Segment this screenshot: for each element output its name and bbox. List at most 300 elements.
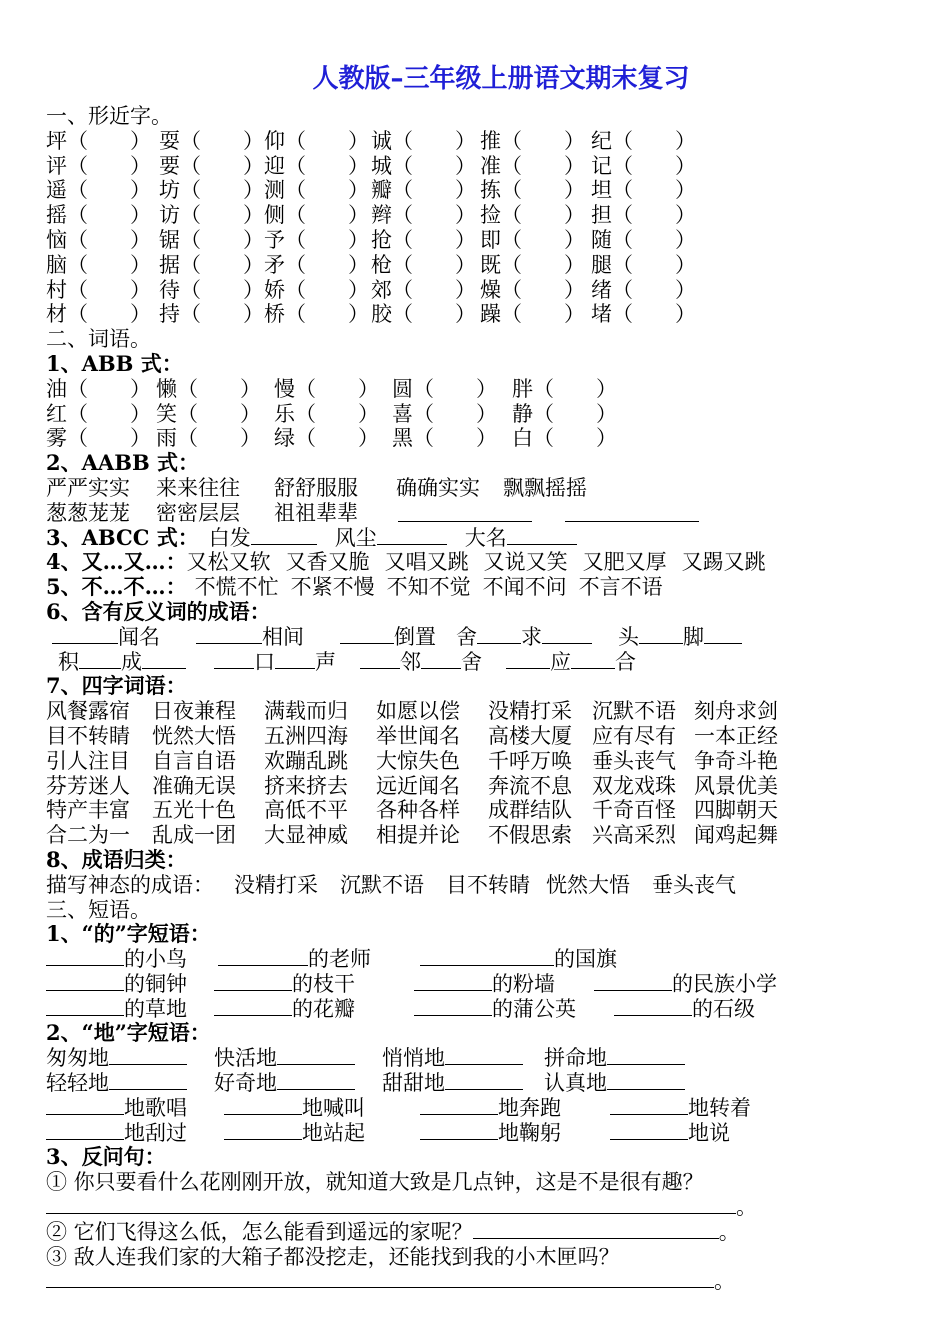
answer-paren[interactable]: （ ） (67, 426, 151, 451)
answer-paren[interactable]: （ ） (413, 401, 497, 426)
fill-blank[interactable] (360, 650, 400, 669)
fill-blank[interactable] (46, 1121, 124, 1140)
answer-paren[interactable]: （ ） (295, 376, 379, 401)
fill-blank[interactable] (414, 972, 492, 991)
answer-paren[interactable]: （ ） (501, 178, 585, 203)
similar-char: 访 (159, 203, 180, 228)
abb-char: 喜 (392, 401, 413, 426)
abb-item (46, 377, 151, 402)
fill-blank[interactable] (214, 997, 292, 1016)
answer-paren[interactable]: （ ） (501, 153, 585, 178)
di-phrase (610, 1121, 730, 1146)
answer-paren[interactable]: （ ） (612, 277, 696, 302)
similar-char-item (264, 228, 369, 253)
similar-char-item (371, 129, 476, 154)
you-word: 又香又脆 (285, 550, 370, 575)
answer-paren[interactable]: （ ） (392, 203, 476, 228)
fill-blank[interactable] (196, 625, 262, 644)
answer-blank[interactable] (473, 1220, 719, 1239)
idiom-class-row (46, 873, 926, 898)
de-phrase-row-1 (46, 947, 926, 972)
answer-paren[interactable]: （ ） (295, 401, 379, 426)
similar-char-item (264, 302, 369, 327)
abb-item (46, 426, 151, 451)
four-char-word: 挤来挤去 (264, 773, 348, 798)
four-char-word: 没精打采 (488, 699, 572, 724)
similar-char: 评 (46, 153, 67, 178)
four-char-word: 各种各样 (376, 798, 460, 823)
answer-paren[interactable]: （ ） (180, 178, 264, 203)
aabb-label: 2、AABB 式： (46, 450, 200, 476)
abb-char: 红 (46, 401, 67, 426)
de-phrase-text: 的粉墙 (492, 971, 555, 996)
answer-paren[interactable]: （ ） (177, 426, 261, 451)
fill-blank[interactable] (52, 625, 118, 644)
similar-char-item (159, 253, 264, 278)
antonym-char: 邻 (400, 649, 421, 674)
idiom-class-word: 没精打采 (234, 872, 318, 897)
answer-paren[interactable]: （ ） (612, 178, 696, 203)
di-phrase (382, 1046, 523, 1071)
four-char-word: 奔流不息 (488, 773, 572, 798)
four-char-word: 日夜兼程 (152, 699, 236, 724)
rhetorical-q2: ② 它们飞得这么低，怎么能看到遥远的家呢？ (46, 1219, 473, 1244)
similar-char-item (264, 253, 369, 278)
four-char-word: 自言自语 (152, 748, 236, 773)
answer-paren[interactable]: （ ） (612, 203, 696, 228)
answer-paren[interactable]: （ ） (501, 227, 585, 252)
fill-blank[interactable] (46, 1096, 124, 1115)
answer-paren[interactable]: （ ） (67, 178, 151, 203)
fill-blank[interactable] (414, 997, 492, 1016)
similar-char: 城 (371, 153, 392, 178)
answer-paren[interactable]: （ ） (612, 252, 696, 277)
answer-paren[interactable]: （ ） (285, 203, 369, 228)
similar-char-item (159, 178, 264, 203)
similar-char-item (264, 203, 369, 228)
di-phrase-text: 地站起 (302, 1120, 365, 1145)
four-char-word: 四脚朝天 (694, 798, 778, 823)
abb-item (156, 426, 261, 451)
fill-blank[interactable] (275, 650, 315, 669)
similar-char-item (264, 178, 369, 203)
rhetorical-a3-line (46, 1269, 926, 1294)
di-phrase-text: 地转着 (688, 1095, 751, 1120)
answer-paren[interactable]: （ ） (501, 128, 585, 153)
aabb-word: 舒舒服服 (274, 475, 358, 500)
four-char-word: 兴高采烈 (592, 823, 676, 848)
fill-blank[interactable] (218, 947, 308, 966)
four-char-word: 举世闻名 (376, 723, 460, 748)
abb-char: 慢 (274, 376, 295, 401)
four-char-word: 如愿以偿 (376, 699, 460, 724)
answer-paren[interactable]: （ ） (413, 426, 497, 451)
idiom-class-label: 8、成语归类： (46, 846, 187, 872)
similar-char-item (371, 302, 476, 327)
similar-char-row (46, 203, 926, 228)
four-char-word: 相提并论 (376, 823, 460, 848)
fill-blank[interactable] (46, 972, 124, 991)
similar-char-row (46, 302, 926, 327)
di-phrase (420, 1121, 561, 1146)
abb-item (392, 402, 497, 427)
you-word: 又肥又厚 (582, 550, 667, 575)
four-char-word: 成群结队 (488, 798, 572, 823)
de-phrase (46, 997, 187, 1022)
answer-paren[interactable]: （ ） (67, 401, 151, 426)
similar-char-row (46, 228, 926, 253)
similar-char: 待 (159, 277, 180, 302)
similar-char: 抢 (371, 227, 392, 252)
similar-char: 迎 (264, 153, 285, 178)
answer-paren[interactable]: （ ） (67, 128, 151, 153)
similar-char-grid (46, 129, 926, 327)
similar-char-item (46, 203, 151, 228)
answer-paren[interactable]: （ ） (67, 252, 151, 277)
section-3-heading: 三、短语。 (46, 897, 151, 922)
abb-row (46, 377, 926, 402)
section-1-heading: 一、形近字。 (46, 104, 172, 128)
bu-bu-row (46, 575, 926, 600)
similar-char: 据 (159, 252, 180, 277)
answer-paren[interactable]: （ ） (180, 277, 264, 302)
di-phrase (224, 1096, 365, 1121)
answer-paren[interactable]: （ ） (533, 401, 617, 426)
four-char-word: 特产丰富 (46, 798, 130, 823)
answer-paren[interactable]: （ ） (501, 302, 585, 327)
answer-paren[interactable]: （ ） (612, 302, 696, 327)
di-phrase (46, 1121, 187, 1146)
section-2-heading: 二、词语。 (46, 327, 151, 352)
four-char-word: 五洲四海 (264, 723, 348, 748)
answer-paren[interactable]: （ ） (413, 376, 497, 401)
fill-blank[interactable] (251, 526, 317, 545)
aabb-row-1 (46, 476, 926, 501)
period: 。 (714, 1269, 735, 1294)
answer-paren[interactable]: （ ） (67, 302, 151, 327)
answer-paren[interactable]: （ ） (285, 252, 369, 277)
you-you-row (46, 550, 926, 575)
de-phrase-text: 的石级 (692, 996, 755, 1021)
antonym-char: 合 (615, 649, 636, 674)
four-char-word: 欢蹦乱跳 (264, 748, 348, 773)
similar-char: 郊 (371, 277, 392, 302)
similar-char: 仰 (264, 128, 285, 153)
similar-char: 胶 (371, 302, 392, 327)
di-phrase-text: 地奔跑 (498, 1095, 561, 1120)
answer-paren[interactable]: （ ） (295, 426, 379, 451)
you-word: 又松又软 (186, 550, 271, 575)
rhetorical-a1-line (46, 1195, 926, 1220)
fill-blank[interactable] (565, 503, 699, 522)
answer-paren[interactable]: （ ） (177, 401, 261, 426)
fill-blank[interactable] (214, 972, 292, 991)
similar-char-item (591, 302, 696, 327)
similar-char: 绪 (591, 277, 612, 302)
de-phrase (46, 947, 187, 972)
abb-item (512, 426, 617, 451)
abb-row (46, 402, 926, 427)
fill-blank[interactable] (109, 1071, 187, 1090)
di-phrase (382, 1071, 523, 1096)
similar-char: 躁 (480, 302, 501, 327)
answer-paren[interactable]: （ ） (177, 376, 261, 401)
fill-blank[interactable] (542, 625, 592, 644)
fill-blank[interactable] (639, 625, 683, 644)
de-phrase (414, 997, 576, 1022)
similar-char-item (159, 228, 264, 253)
answer-paren[interactable]: （ ） (392, 178, 476, 203)
fill-blank[interactable] (46, 997, 124, 1016)
abb-item (512, 377, 617, 402)
answer-paren[interactable]: （ ） (392, 227, 476, 252)
fill-blank[interactable] (277, 1046, 355, 1065)
you-word: 又唱又跳 (384, 550, 469, 575)
answer-paren[interactable]: （ ） (67, 203, 151, 228)
fill-blank[interactable] (507, 526, 577, 545)
idiom-class-word: 恍然大悟 (546, 872, 630, 897)
similar-char-item (46, 228, 151, 253)
four-char-word: 准确无误 (152, 773, 236, 798)
answer-paren[interactable]: （ ） (392, 153, 476, 178)
similar-char: 拣 (480, 178, 501, 203)
fill-blank[interactable] (224, 1121, 302, 1140)
four-char-word: 风餐露宿 (46, 699, 130, 724)
similar-char-item (591, 178, 696, 203)
fill-blank[interactable] (421, 650, 461, 669)
rhetorical-q2-line (46, 1220, 926, 1245)
similar-char-item (371, 178, 476, 203)
answer-paren[interactable]: （ ） (285, 277, 369, 302)
fill-blank[interactable] (224, 1096, 302, 1115)
fill-blank[interactable] (420, 947, 554, 966)
fill-blank[interactable] (142, 650, 186, 669)
similar-char: 矛 (264, 252, 285, 277)
abcc-word: 风尘 (334, 525, 377, 550)
answer-paren[interactable]: （ ） (392, 302, 476, 327)
answer-paren[interactable]: （ ） (67, 376, 151, 401)
similar-char-item (371, 228, 476, 253)
answer-paren[interactable]: （ ） (285, 128, 369, 153)
de-phrase-text: 的铜钟 (124, 971, 187, 996)
answer-paren[interactable]: （ ） (612, 128, 696, 153)
fill-blank[interactable] (607, 1046, 685, 1065)
fill-blank[interactable] (109, 1046, 187, 1065)
di-phrase-text: 地喊叫 (302, 1095, 365, 1120)
similar-char-item (591, 129, 696, 154)
answer-paren[interactable]: （ ） (392, 128, 476, 153)
four-char-word: 闻鸡起舞 (694, 823, 778, 848)
aabb-word: 确确实实 (396, 475, 480, 500)
similar-char: 摇 (46, 203, 67, 228)
similar-char: 担 (591, 203, 612, 228)
answer-paren[interactable]: （ ） (180, 252, 264, 277)
similar-char: 坦 (591, 178, 612, 203)
similar-char-row (46, 178, 926, 203)
answer-paren[interactable]: （ ） (285, 178, 369, 203)
answer-paren[interactable]: （ ） (501, 203, 585, 228)
four-char-row (46, 823, 926, 848)
answer-paren[interactable]: （ ） (392, 252, 476, 277)
antonym-char: 相间 (262, 624, 304, 649)
answer-paren[interactable]: （ ） (180, 302, 264, 327)
fill-blank[interactable] (377, 526, 447, 545)
di-phrase-text: 匆匆地 (46, 1046, 109, 1071)
bu-word: 不知不觉 (386, 575, 471, 600)
abcc-word: 白发 (208, 525, 251, 550)
similar-char: 燥 (480, 277, 501, 302)
abb-item (156, 402, 261, 427)
aabb-word: 葱葱茏茏 (46, 500, 130, 525)
similar-char-item (480, 154, 585, 179)
answer-paren[interactable]: （ ） (501, 252, 585, 277)
abb-char: 胖 (512, 376, 533, 401)
similar-char: 即 (480, 227, 501, 252)
fill-blank[interactable] (445, 1046, 523, 1065)
antonym-char: 应 (550, 649, 571, 674)
similar-char: 既 (480, 252, 501, 277)
fill-blank[interactable] (79, 650, 121, 669)
answer-paren[interactable]: （ ） (67, 153, 151, 178)
similar-char-item (46, 154, 151, 179)
answer-paren[interactable]: （ ） (501, 277, 585, 302)
answer-paren[interactable]: （ ） (285, 302, 369, 327)
answer-paren[interactable]: （ ） (180, 153, 264, 178)
similar-char-item (46, 302, 151, 327)
similar-char-item (480, 228, 585, 253)
answer-paren[interactable]: （ ） (612, 153, 696, 178)
de-phrase-row-2 (46, 972, 926, 997)
antonym-char: 口 (254, 649, 275, 674)
similar-char: 坊 (159, 178, 180, 203)
fill-blank[interactable] (506, 650, 550, 669)
de-phrase-text: 的国旗 (554, 947, 617, 972)
rhetorical-q1: ① 你只要看什么花刚刚开放，就知道大致是几点钟，这是不是很有趣？ (46, 1170, 704, 1195)
four-char-word: 五光十色 (152, 798, 236, 823)
answer-paren[interactable]: （ ） (533, 376, 617, 401)
fill-blank[interactable] (607, 1071, 685, 1090)
di-phrase-row-4 (46, 1121, 926, 1146)
similar-char: 予 (264, 227, 285, 252)
fill-blank[interactable] (420, 1096, 498, 1115)
abb-grid (46, 377, 926, 451)
answer-paren[interactable]: （ ） (533, 426, 617, 451)
fill-blank[interactable] (571, 650, 615, 669)
similar-char-item (591, 203, 696, 228)
similar-char-item (371, 253, 476, 278)
similar-char-item (480, 278, 585, 303)
fill-blank[interactable] (398, 503, 532, 522)
answer-paren[interactable]: （ ） (285, 153, 369, 178)
answer-blank[interactable] (46, 1269, 714, 1288)
de-phrase-text: 的枝干 (292, 971, 355, 996)
de-phrase (594, 972, 777, 997)
similar-char-row (46, 129, 926, 154)
similar-char: 枪 (371, 252, 392, 277)
answer-paren[interactable]: （ ） (180, 227, 264, 252)
similar-char-item (46, 278, 151, 303)
four-char-word: 风景优美 (694, 773, 778, 798)
answer-blank[interactable] (46, 1195, 736, 1214)
di-phrase-row-2 (46, 1071, 926, 1096)
similar-char: 耍 (159, 128, 180, 153)
di-phrase-row-1 (46, 1046, 926, 1071)
similar-char-item (159, 129, 264, 154)
antonym-char: 倒置 (394, 624, 436, 649)
fill-blank[interactable] (594, 972, 672, 991)
answer-paren[interactable]: （ ） (67, 227, 151, 252)
similar-char-item (591, 154, 696, 179)
fill-blank[interactable] (477, 625, 521, 644)
four-char-word: 引人注目 (46, 748, 130, 773)
idiom-class-word: 垂头丧气 (652, 872, 736, 897)
fill-blank[interactable] (445, 1071, 523, 1090)
answer-paren[interactable]: （ ） (67, 277, 151, 302)
idiom-class-word: 目不转睛 (446, 872, 530, 897)
abb-char: 懒 (156, 376, 177, 401)
similar-char: 辫 (371, 203, 392, 228)
fill-blank[interactable] (704, 625, 742, 644)
abb-char: 雾 (46, 426, 67, 451)
answer-paren[interactable]: （ ） (285, 227, 369, 252)
fill-blank[interactable] (340, 625, 394, 644)
similar-char: 随 (591, 227, 612, 252)
di-phrase (420, 1096, 561, 1121)
de-phrase (214, 972, 355, 997)
abcc-word: 大名 (464, 525, 507, 550)
bu-word: 不慌不忙 (194, 575, 279, 600)
similar-char: 腿 (591, 252, 612, 277)
fill-blank[interactable] (610, 1121, 688, 1140)
fill-blank[interactable] (46, 947, 124, 966)
di-phrase (46, 1096, 187, 1121)
fill-blank[interactable] (277, 1071, 355, 1090)
de-phrase-text: 的民族小学 (672, 971, 777, 996)
fill-blank[interactable] (614, 997, 692, 1016)
di-phrase-text: 快活地 (214, 1046, 277, 1071)
di-phrase-text: 拼命地 (544, 1046, 607, 1071)
four-char-word: 垂头丧气 (592, 748, 676, 773)
answer-paren[interactable]: （ ） (612, 227, 696, 252)
answer-paren[interactable]: （ ） (180, 128, 264, 153)
di-phrase (610, 1096, 751, 1121)
answer-paren[interactable]: （ ） (180, 203, 264, 228)
answer-paren[interactable]: （ ） (392, 277, 476, 302)
similar-char-item (46, 253, 151, 278)
antonym-idiom-label: 6、含有反义词的成语： (46, 598, 271, 624)
fill-blank[interactable] (420, 1121, 498, 1140)
de-phrase-text: 的花瓣 (292, 996, 355, 1021)
de-phrase-row-3 (46, 997, 926, 1022)
four-char-word: 千呼万唤 (488, 748, 572, 773)
similar-char: 捡 (480, 203, 501, 228)
abb-char: 油 (46, 376, 67, 401)
aabb-word: 来来往往 (156, 475, 240, 500)
similar-char-item (591, 253, 696, 278)
di-phrase-label: 2、“地”字短语： (46, 1020, 211, 1046)
bu-word: 不紧不慢 (290, 575, 375, 600)
fill-blank[interactable] (214, 650, 254, 669)
fill-blank[interactable] (610, 1096, 688, 1115)
antonym-char: 积 (58, 649, 79, 674)
di-phrase-text: 轻轻地 (46, 1071, 109, 1096)
abb-item (274, 426, 379, 451)
similar-char: 瓣 (371, 178, 392, 203)
four-char-word: 满载而归 (264, 699, 348, 724)
di-phrase (544, 1071, 685, 1096)
you-word: 又说又笑 (483, 550, 568, 575)
four-char-word: 刻舟求剑 (694, 699, 778, 724)
